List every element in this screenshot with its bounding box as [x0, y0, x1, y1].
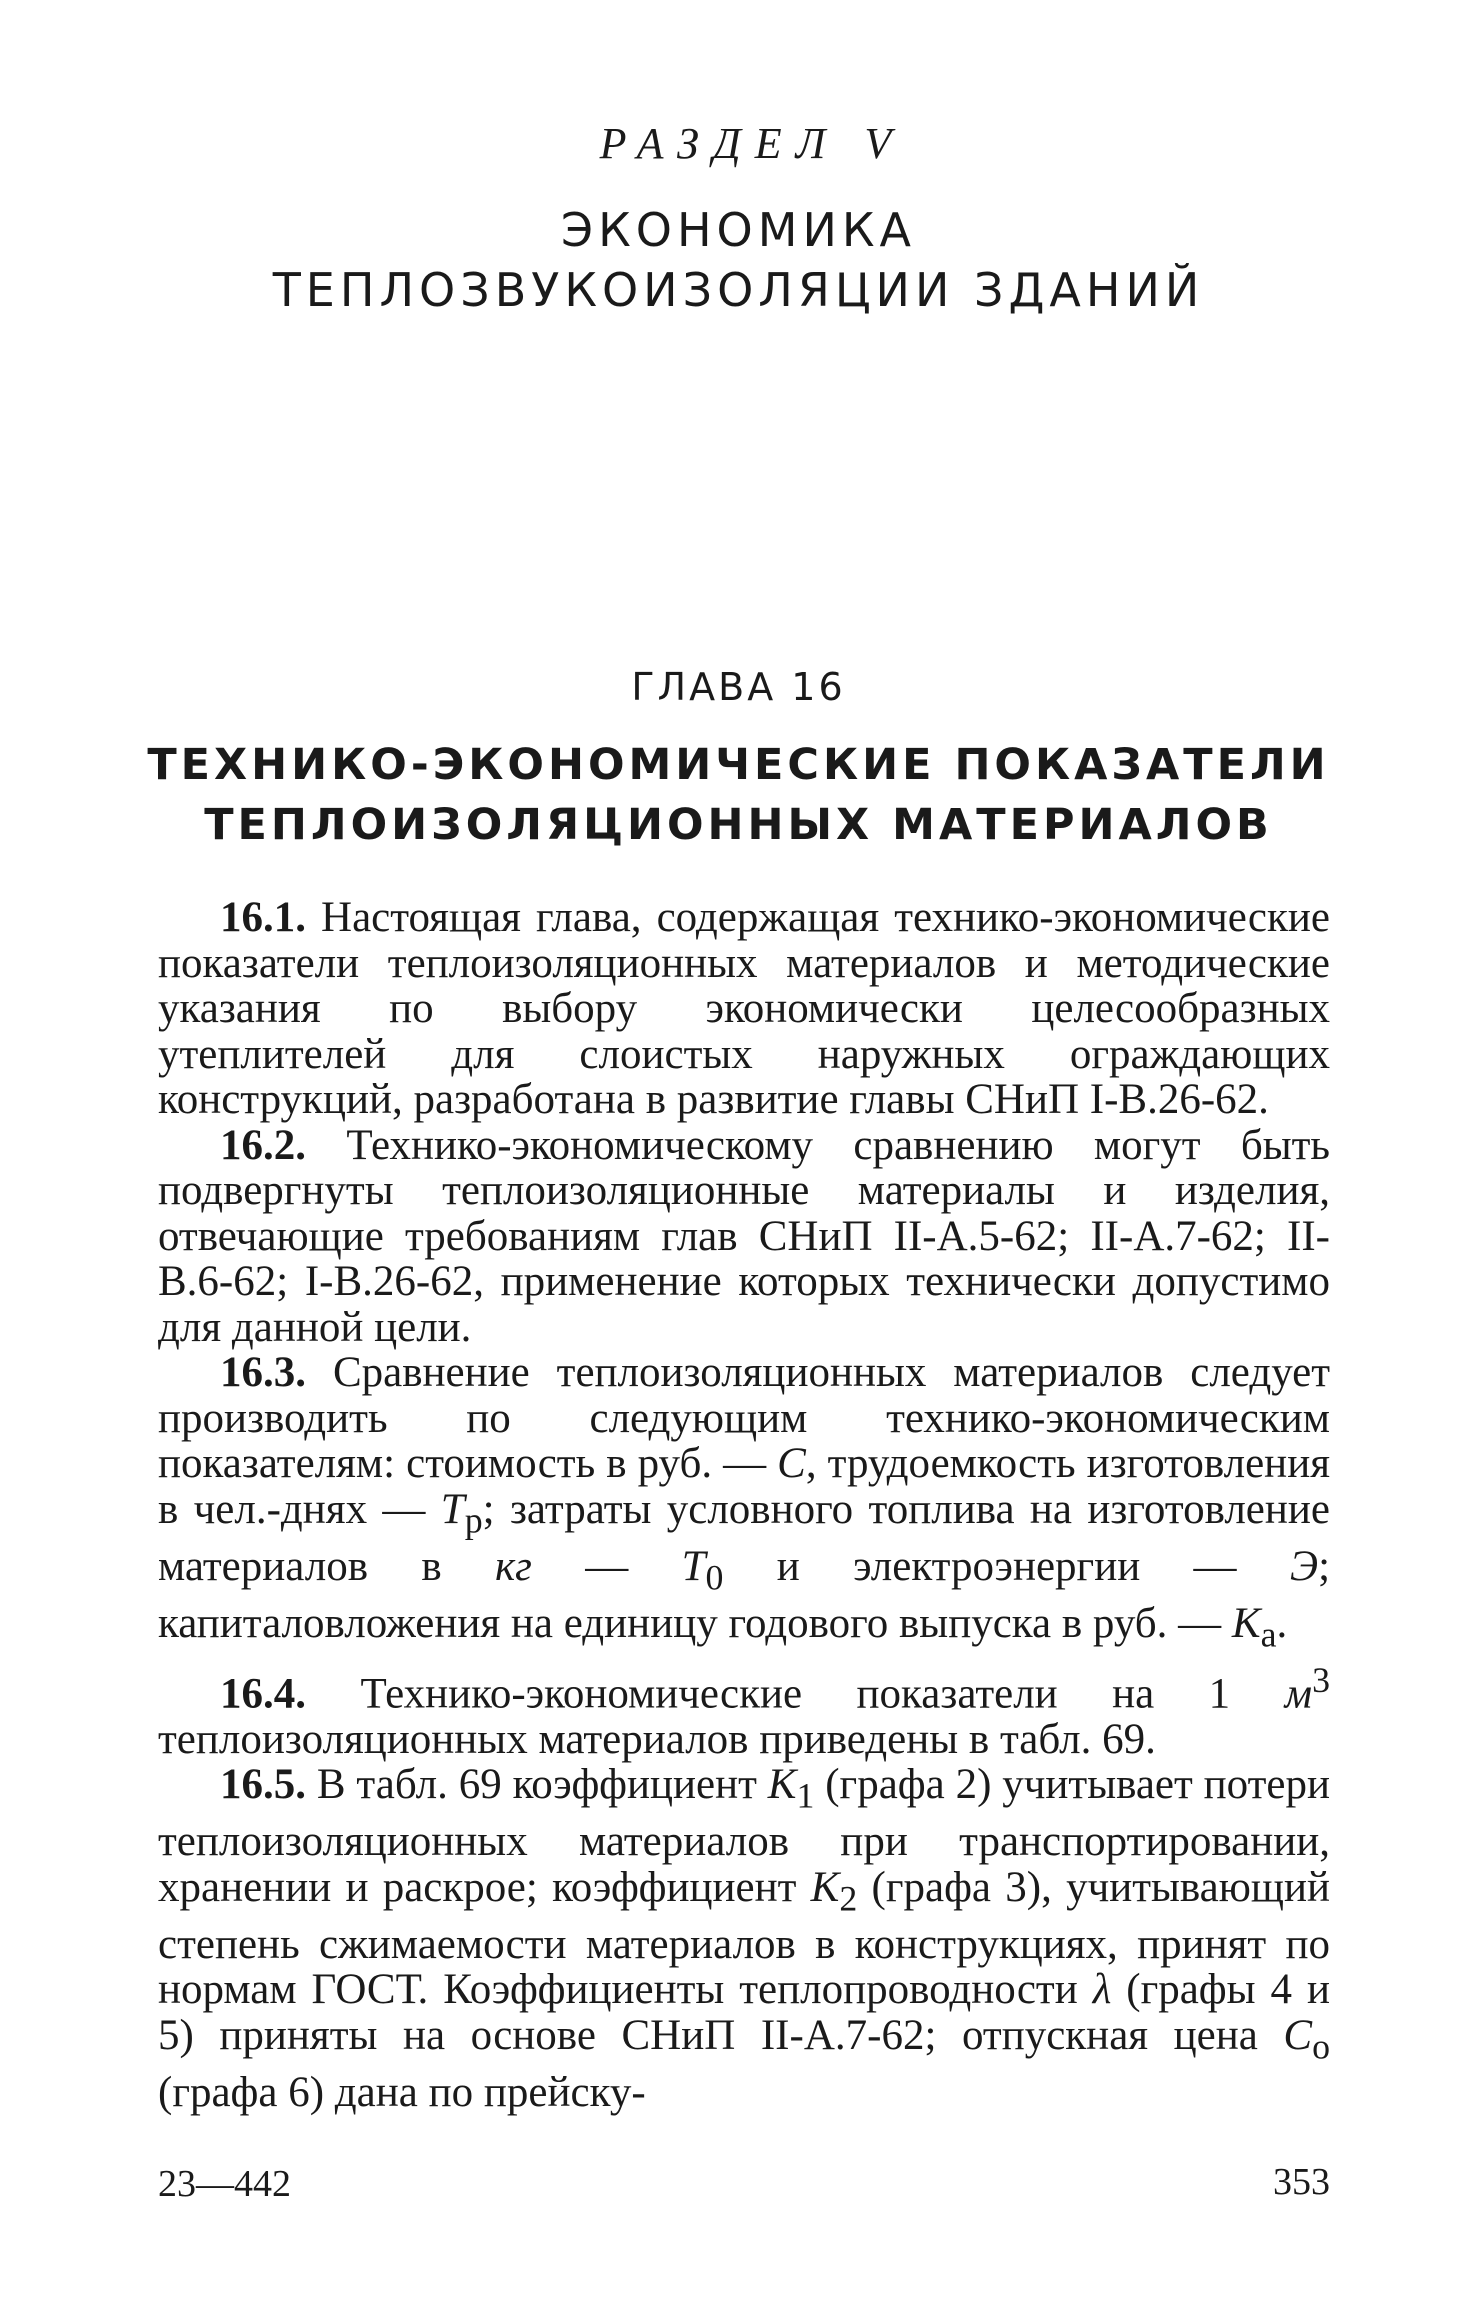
paragraph-text: , трудоемкость изготовления в чел.-днях —: [158, 1440, 1330, 1533]
paragraph-text: .: [1276, 1599, 1288, 1647]
chapter-title: [0, 735, 1477, 855]
paragraph-text: ; капиталовложения на единицу годового выпуска в руб. —: [158, 1542, 1331, 1647]
symbol-c: C: [1283, 2011, 1313, 2059]
symbol-k: K: [1231, 1599, 1261, 1647]
body-text: [158, 895, 1330, 2115]
paragraph-16-5: [158, 1762, 1330, 2115]
paragraph-number: 16.1.: [220, 894, 306, 941]
unit-m: м: [1284, 1670, 1313, 1718]
paragraph-16-3: [158, 1350, 1330, 1658]
printer-signature: 23—442: [158, 2163, 291, 2205]
chapter-title-line: ТЕПЛОИЗОЛЯЦИОННЫХ МАТЕРИАЛОВ: [204, 800, 1273, 850]
paragraph-number: 16.2.: [220, 1121, 306, 1169]
superscript: 3: [1312, 1659, 1330, 1700]
paragraph-text: (графа 2) учитывает потери теплоизоляционных материалов при транспортировании, хранении и раскрое; коэффициент: [158, 1761, 1330, 1911]
subscript: а: [1260, 1614, 1277, 1655]
symbol-t: T: [681, 1542, 706, 1590]
symbol-lambda: λ: [1092, 1966, 1112, 2014]
paragraph-number: 16.5.: [220, 1761, 306, 1809]
paragraph-text: В табл. 69 коэффициент: [316, 1761, 768, 1809]
symbol-t: T: [440, 1485, 465, 1533]
symbol-e: Э: [1289, 1542, 1319, 1590]
page-number: 353: [1273, 2161, 1330, 2203]
part-label: РАЗДЕЛ V: [599, 119, 906, 168]
symbol-k: K: [767, 1761, 797, 1809]
symbol-k: K: [810, 1863, 840, 1911]
subscript: p: [464, 1500, 483, 1541]
chapter-label: ГЛАВА 16: [631, 665, 846, 709]
subscript: 0: [705, 1557, 724, 1598]
paragraph-16-1: [158, 895, 1330, 1123]
paragraph-16-2: [158, 1123, 1330, 1351]
paragraph-text: (графа 6) дана по прейску-: [158, 2068, 646, 2116]
paragraph-number: 16.3.: [220, 1349, 306, 1396]
unit-kg: кг: [495, 1542, 532, 1590]
paragraph-text: и электроэнергии —: [723, 1542, 1290, 1590]
paragraph-text: (графы 4 и 5) приняты на основе СНиП II-А.7-62; отпускная цена: [158, 1966, 1330, 2059]
paragraph-text: ; затраты условного топлива на изготовление материалов в: [158, 1485, 1330, 1590]
paragraph-text: Настоящая глава, содержащая технико-экономические показатели теплоизоляционных материалов и методические указания по выбору экономически целесообразных утеплителей для слоистых наружных ограждающих конструкций, разработана в развитие главы СНиП I-В.26-62.: [158, 894, 1331, 1123]
part-title: [0, 200, 1477, 320]
paragraph-text: Технико-экономическому сравнению могут быть подвергнуты теплоизоляционные материалы и изделия, отвечающие требованиям глав СНиП II-А.5-62; II-А.7-62; II-В.6-62; I-В.26-62, применение которых технически допустимо для данной цели.: [158, 1121, 1330, 1351]
paragraph-text: —: [531, 1542, 682, 1590]
chapter-title-line: ТЕХНИКО-ЭКОНОМИЧЕСКИЕ ПОКАЗАТЕЛИ: [147, 740, 1330, 790]
part-title-line: ЭКОНОМИКА: [560, 203, 916, 257]
symbol-c: C: [777, 1440, 806, 1487]
part-title-line: ТЕПЛОЗВУКОИЗОЛЯЦИИ ЗДАНИЙ: [272, 263, 1205, 317]
paragraph-text: (графа 3), учитывающий степень сжимаемости материалов в конструкциях, принят по нормам ГОСТ. Коэффициенты теплопроводности: [158, 1863, 1330, 2014]
paragraph-text: Технико-экономические показатели на 1: [360, 1670, 1285, 1718]
paragraph-text: теплоизоляционных материалов приведены в табл. 69.: [158, 1715, 1156, 1763]
paragraph-16-4: [158, 1658, 1330, 1762]
paragraph-number: 16.4.: [220, 1670, 306, 1718]
subscript: 1: [796, 1775, 815, 1816]
subscript: o: [1312, 2026, 1330, 2067]
subscript: 2: [839, 1878, 858, 1919]
paragraph-text: Сравнение теплоизоляционных материалов следует производить по следующим технико-экономическим показателям: стоимость в руб. —: [158, 1349, 1331, 1487]
